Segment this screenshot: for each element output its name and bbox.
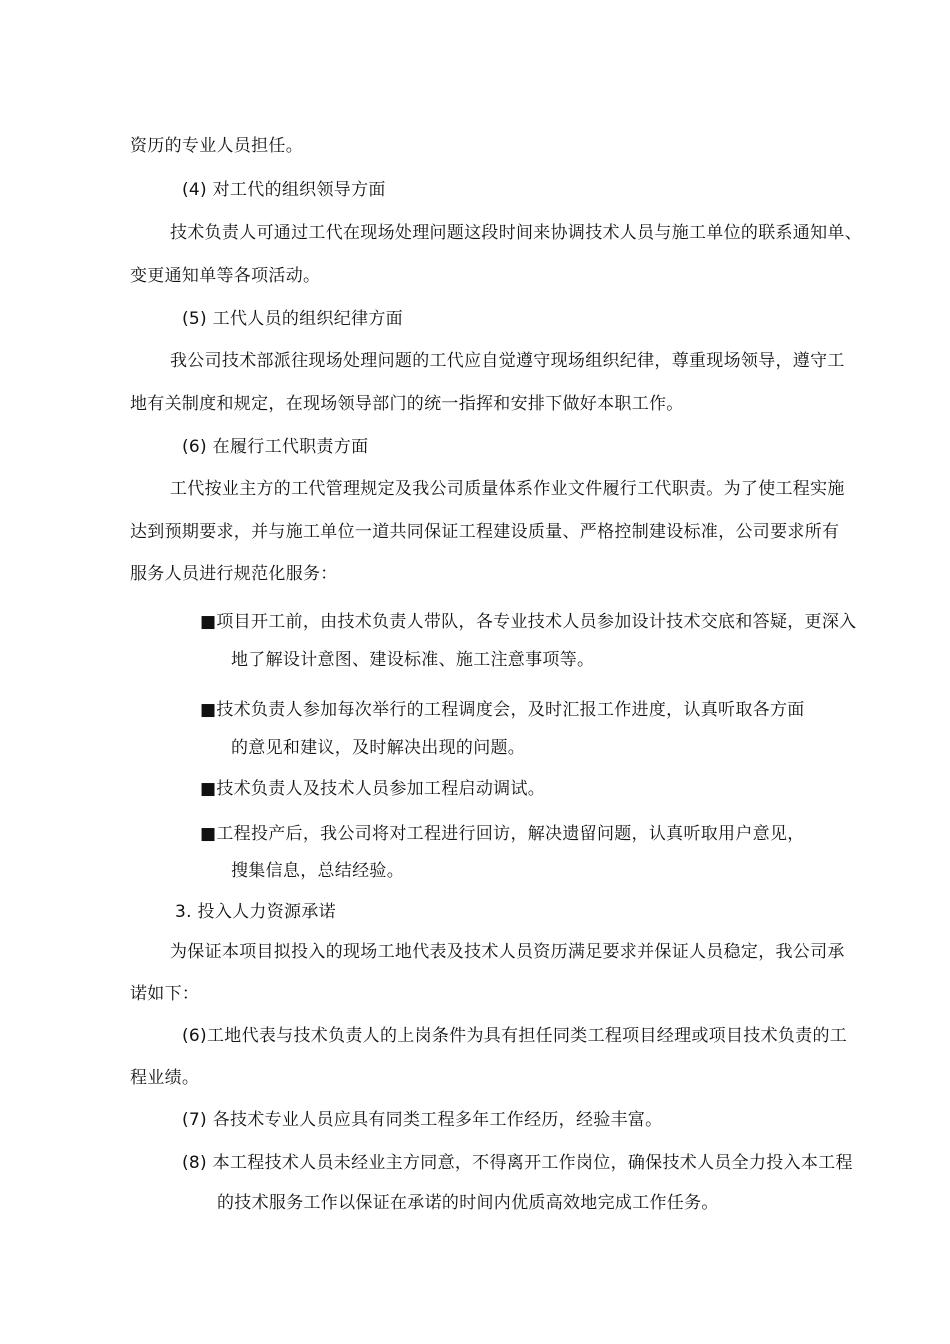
- list-item-continuation: 的技术服务工作以保证在承诺的时间内优质高效地完成工作任务。: [217, 1193, 719, 1213]
- bullet-item-continuation: 搜集信息，总结经验。: [231, 861, 404, 881]
- bullet-item-continuation: 的意见和建议，及时解决出现的问题。: [231, 738, 526, 758]
- bullet-item: ■技术负责人及技术人员参加工程启动调试。: [200, 779, 546, 799]
- bullet-item: ■技术负责人参加每次举行的工程调度会，及时汇报工作进度，认真听取各方面: [200, 700, 805, 720]
- list-item: (6)工地代表与技术负责人的上岗条件为具有担任同类工程项目经理或项目技术负责的工: [182, 1026, 848, 1046]
- section-heading: 3. 投入人力资源承诺: [175, 902, 336, 922]
- paragraph-line: 我公司技术部派往现场处理问题的工代应自觉遵守现场组织纪律，尊重现场领导，遵守工: [170, 351, 845, 371]
- list-item: (8) 本工程技术人员未经业主方同意，不得离开工作岗位，确保技术人员全力投入本工程: [182, 1153, 853, 1173]
- paragraph-line: 技术负责人可通过工代在现场处理问题这段时间来协调技术人员与施工单位的联系通知单、: [170, 223, 862, 243]
- paragraph-line: 变更通知单等各项活动。: [130, 266, 321, 286]
- list-item-continuation: 程业绩。: [130, 1068, 200, 1088]
- bullet-item: ■项目开工前，由技术负责人带队，各专业技术人员参加设计技术交底和答疑，更深入: [200, 612, 857, 632]
- paragraph-line: 地有关制度和规定，在现场领导部门的统一指挥和安排下做好本职工作。: [130, 394, 684, 414]
- bullet-item-continuation: 地了解设计意图、建设标准、施工注意事项等。: [231, 650, 595, 670]
- paragraph-line: 诺如下：: [130, 984, 200, 1004]
- list-item: (7) 各技术专业人员应具有同类工程多年工作经历，经验丰富。: [182, 1110, 663, 1130]
- paragraph-line: 达到预期要求，并与施工单位一道共同保证工程建设质量、严格控制建设标准，公司要求所有: [130, 522, 840, 542]
- bullet-item: ■工程投产后，我公司将对工程进行回访，解决遗留问题，认真听取用户意见，: [200, 824, 805, 844]
- paragraph-line: 资历的专业人员担任。: [130, 136, 303, 156]
- paragraph-line: 服务人员进行规范化服务：: [130, 564, 338, 584]
- subheading: (4) 对工代的组织领导方面: [182, 180, 386, 200]
- paragraph-line: 工代按业主方的工代管理规定及我公司质量体系作业文件履行工代职责。为了使工程实施: [170, 479, 845, 499]
- paragraph-line: 为保证本项目拟投入的现场工地代表及技术人员资历满足要求并保证人员稳定，我公司承: [170, 942, 845, 962]
- subheading: (6) 在履行工代职责方面: [182, 437, 369, 457]
- subheading: (5) 工代人员的组织纪律方面: [182, 309, 403, 329]
